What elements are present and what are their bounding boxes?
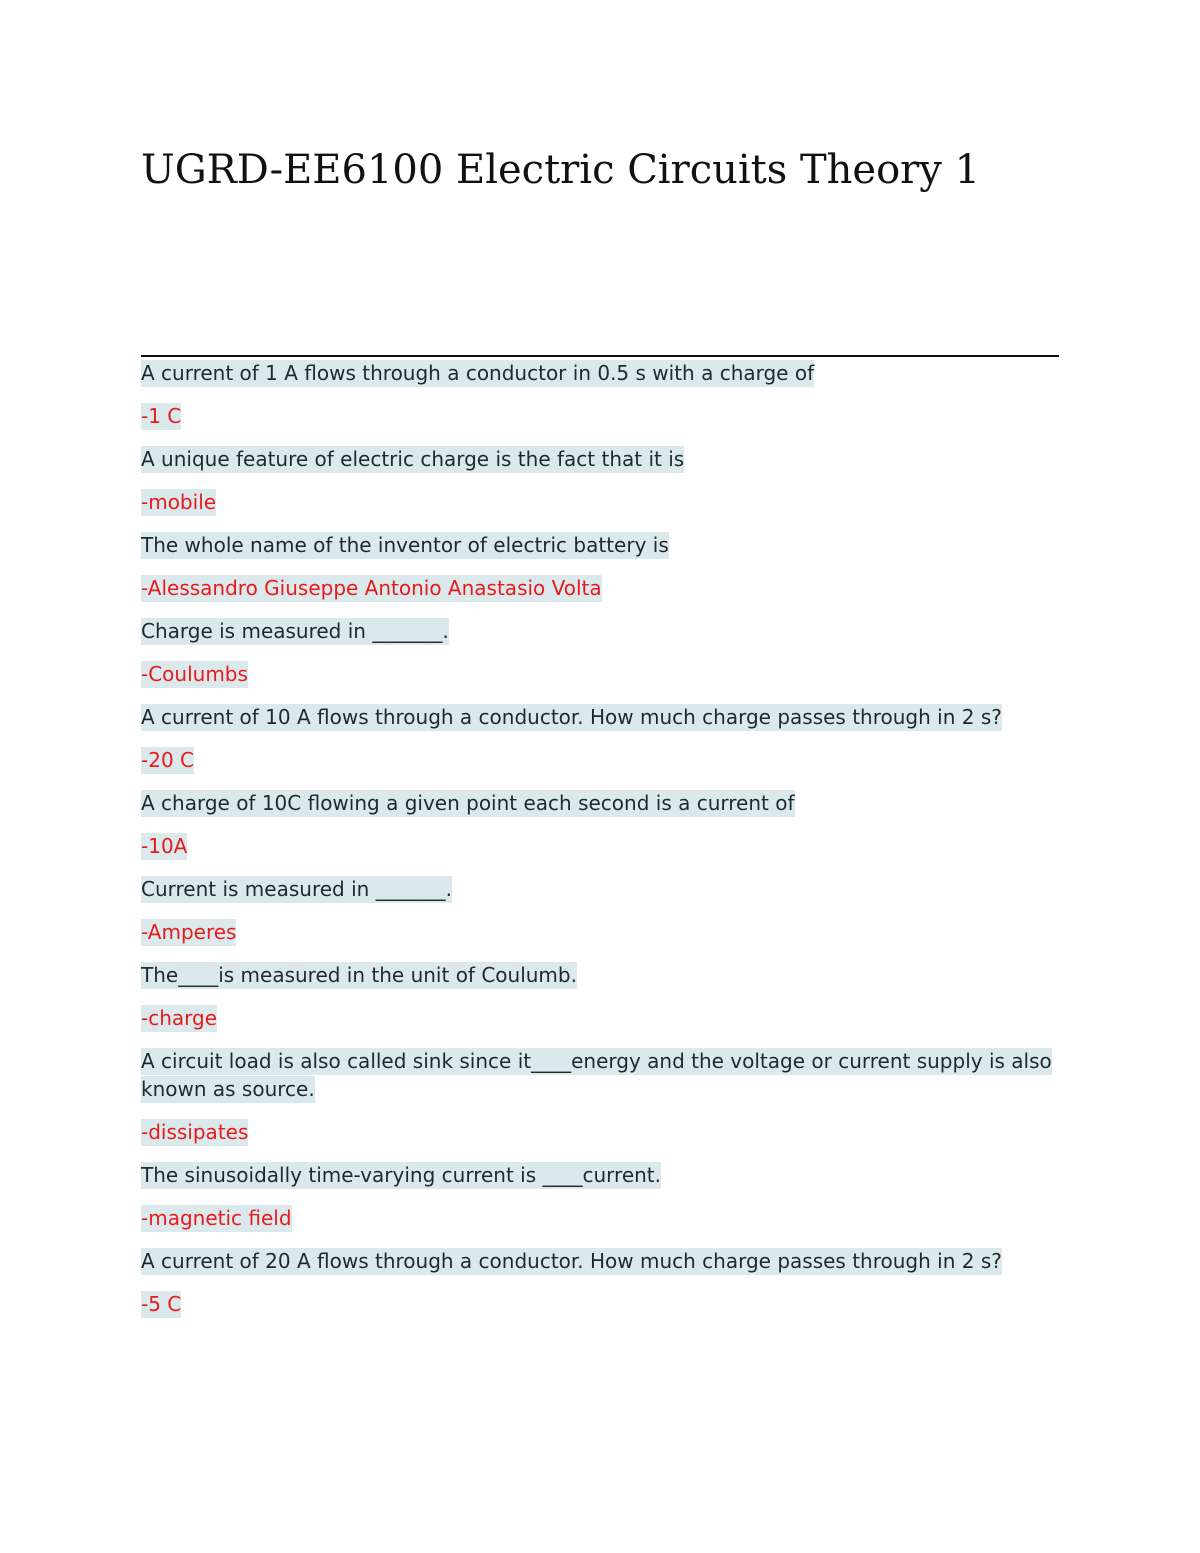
question-text: Current is measured in _______. <box>141 877 453 901</box>
answer-text: -20 C <box>141 748 194 772</box>
answer-text: -dissipates <box>141 1120 249 1144</box>
question-text: A current of 10 A flows through a conductor. How much charge passes through in 2 s? <box>141 705 1002 729</box>
answer-text: -1 C <box>141 404 182 428</box>
question-text: A unique feature of electric charge is the fact that it is <box>141 447 685 471</box>
question-text: The____is measured in the unit of Coulumb. <box>141 963 577 987</box>
answer-text: -mobile <box>141 490 217 514</box>
document-title: UGRD-EE6100 Electric Circuits Theory 1 <box>141 147 981 193</box>
question-answer-list <box>141 359 1059 1333</box>
question-text: The whole name of the inventor of electric battery is <box>141 533 669 557</box>
question-text: A current of 1 A flows through a conductor in 0.5 s with a charge of <box>141 361 815 385</box>
question-text: A circuit load is also called sink since it____energy and the voltage or current supply is also known as source. <box>141 1049 1052 1101</box>
question-text: A charge of 10C flowing a given point each second is a current of <box>141 791 795 815</box>
question-text: The sinusoidally time-varying current is ____current. <box>141 1163 661 1187</box>
answer-text: -10A <box>141 834 188 858</box>
answer-text: -Coulumbs <box>141 662 248 686</box>
answer-text: -magnetic field <box>141 1206 292 1230</box>
question-text: A current of 20 A flows through a conductor. How much charge passes through in 2 s? <box>141 1249 1002 1273</box>
answer-text: -Alessandro Giuseppe Antonio Anastasio Volta <box>141 576 602 600</box>
answer-text: -Amperes <box>141 920 237 944</box>
answer-text: -5 C <box>141 1292 182 1316</box>
question-text: Charge is measured in _______. <box>141 619 449 643</box>
title-divider <box>141 355 1059 357</box>
answer-text: -charge <box>141 1006 218 1030</box>
